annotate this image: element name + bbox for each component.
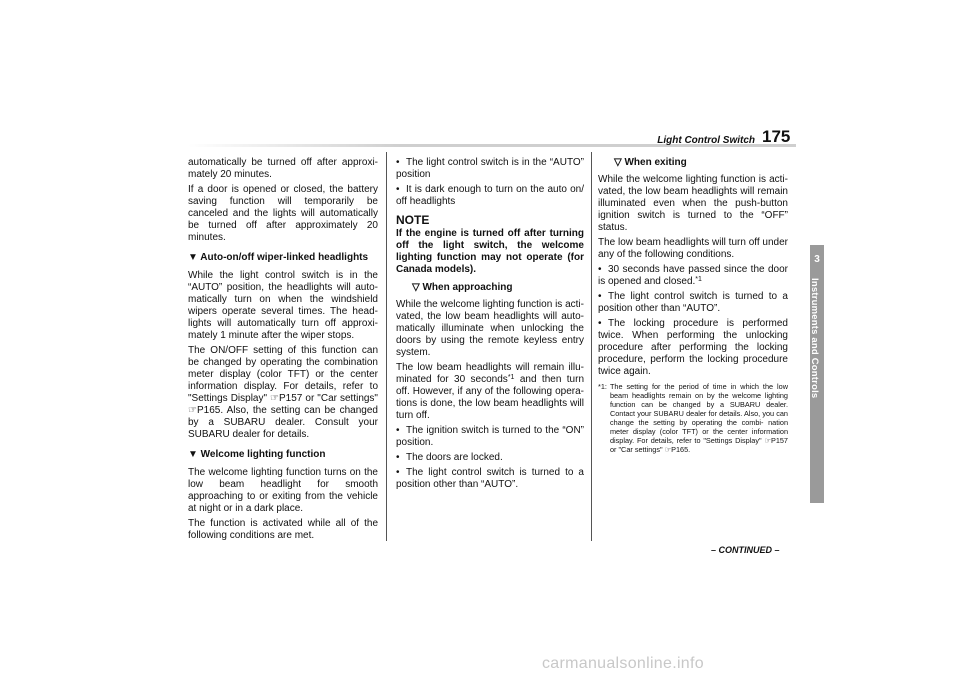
- paragraph: If a door is opened or closed, the battery saving function will temporarily be canceled and the lights will automatically be turned off after approximately 20 minutes.: [188, 184, 378, 243]
- paragraph: The low beam headlights will turn off under any of the following conditions.: [598, 237, 788, 260]
- bullet-item: • It is dark enough to turn on the auto on/ off headlights: [396, 184, 584, 207]
- column-middle: [396, 157, 584, 494]
- chapter-title: Instruments and Controls: [809, 278, 820, 399]
- bullet-item: • The ignition switch is turned to the “ON” position.: [396, 425, 584, 448]
- note-heading: NOTE: [396, 213, 430, 227]
- footnote-ref: *1: [507, 374, 515, 381]
- column-right: [598, 157, 788, 454]
- chapter-number: 3: [814, 254, 820, 265]
- watermark: carmanualsonline.info: [542, 655, 704, 672]
- continued-label: – CONTINUED –: [711, 545, 780, 555]
- bullet-dot-icon: •: [396, 184, 400, 195]
- bullet-item: • The light control switch is turned to a position other than “AUTO”.: [598, 291, 788, 314]
- bullet-dot-icon: •: [598, 264, 602, 275]
- running-header-title: Light Control Switch: [657, 135, 755, 146]
- bullet-item: • 30 seconds have passed since the door is opened and closed.$^{*1}$: [598, 264, 788, 287]
- bullet-item: • The locking procedure is performed twice. When performing the unlocking procedure after performing the locking procedure, perform the locking procedure twice again.: [598, 318, 788, 377]
- note-body: If the engine is turned off after turning off the light switch, the welcome lighting function may not operate (for Canada models).: [396, 228, 584, 275]
- footnote-marker: *1:: [598, 382, 607, 391]
- footnote: [598, 382, 788, 454]
- paragraph: While the welcome lighting function is acti- vated, the low beam headlights will auto- matically illuminate when unlocking the doors by using the remote keyless entry system.: [396, 299, 584, 358]
- bullet-dot-icon: •: [396, 452, 400, 463]
- subsection-heading: ▽ When approaching: [412, 282, 513, 293]
- footnote-text: The setting for the period of time in which the low beam headlights remain on by the welcome lighting function can be changed by a SUBARU dealer. Contact your SUBARU dealer for details. Also, you can change the setting by operating the combi- nation meter display (color TFT) or the center information display. For details, refer to "Settings Display" ☞P157 or "Car settings" ☞P165.: [609, 382, 788, 454]
- subsection-heading: ▽ When exiting: [614, 157, 687, 168]
- bullet-item: • The light control switch is in the “AUTO” position: [396, 157, 584, 180]
- section-heading: ▼ Auto-on/off wiper-linked headlights: [188, 252, 369, 263]
- bullet-dot-icon: •: [598, 291, 602, 302]
- footnote-ref: *1: [695, 276, 702, 283]
- column-divider: [591, 152, 592, 541]
- paragraph: While the light control switch is in the “AUTO” position, the headlights will auto- matically turn on when the windshield wipers operate several times. The head- lights will automatically turn off approxi- mately 1 minute after the wiper stops.: [188, 270, 378, 341]
- bullet-dot-icon: •: [396, 157, 400, 168]
- page-number: 175: [762, 127, 791, 146]
- paragraph: The ON/OFF setting of this function can be changed by operating the combination meter display (color TFT) or the center information display. For details, refer to "Settings Display" ☞P157 or "Car settings" ☞P165. Also, the setting can be changed by a SUBARU dealer. Consult your SUBARU dealer for details.: [188, 345, 378, 440]
- bullet-item: • The doors are locked.: [396, 452, 503, 463]
- bullet-dot-icon: •: [396, 425, 400, 436]
- bullet-item: • The light control switch is turned to a position other than “AUTO”.: [396, 467, 584, 490]
- section-heading: ▼ Welcome lighting function: [188, 449, 326, 460]
- paragraph: The low beam headlights will remain illu- minated for 30 seconds$^{*1}$ and then turn off. However, if any of the following opera- tions is done, the low beam headlights will turn off.: [396, 362, 585, 421]
- bullet-dot-icon: •: [598, 318, 602, 329]
- paragraph: automatically be turned off after approxi- mately 20 minutes.: [188, 157, 378, 180]
- paragraph: The welcome lighting function turns on the low beam headlight for smooth approaching to or exiting from the vehicle at night or in a dark place.: [188, 467, 378, 514]
- paragraph: The function is activated while all of the following conditions are met.: [188, 518, 378, 541]
- bullet-dot-icon: •: [396, 467, 400, 478]
- column-left: [188, 157, 378, 545]
- column-divider: [386, 152, 387, 541]
- paragraph: While the welcome lighting function is acti- vated, the low beam headlights will remain illuminated even when the push-button ignition switch is turned to the “OFF” status.: [598, 174, 788, 233]
